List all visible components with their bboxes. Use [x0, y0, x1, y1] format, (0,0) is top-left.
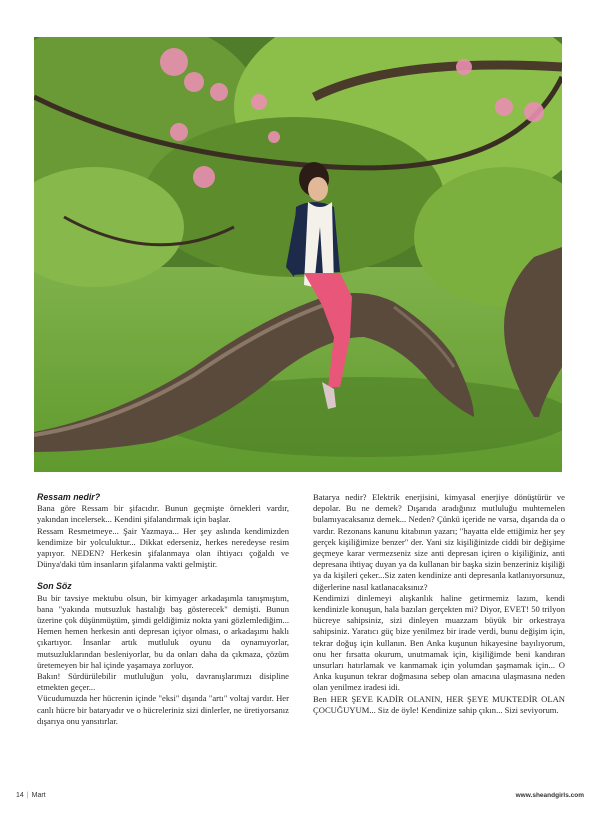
right-column: [313, 492, 565, 716]
page-number: 14: [16, 792, 24, 799]
left-column: [37, 492, 289, 727]
article-photo: [34, 37, 562, 472]
paragraph: Bana göre Ressam bir şifacıdır. Bunun geçmişte örnekleri vardır, yakından incelersek... Kendini şifalandırmak için başlar.: [37, 503, 289, 525]
issue-month: Mart: [31, 792, 46, 799]
paragraph: Ressam Resmetmeye... Şair Yazmaya... Her şey aslında kendimizden kendimize bir yolculuktur... Dikkat ederseniz, herkes neredeyse resim yapıyor. NEDEN? Herkesin şifalanmaya olan ihtiyacı çoğaldı ve Dünya'daki tüm insanların şifalanma vakti gelmiştir.: [37, 525, 289, 570]
paragraph: Kendimizi dinlemeyi alışkanlık haline getirmemiz lazım, kendi kendinizle konuşun, hala bazıları gerçekten mi? Diyor, EVET! 50 trilyon hücreye sahipsiniz, sizi dinleyen muazzam büyük bir orkestraya sahipsiniz. Yaratıcı güç bize yenilmez bir irade verdi, bunu değişim için, tekrar doğuş için kullanın. Ben Anka kuşunun hikayesine bayılıyorum, onu her fırsatta okurum, unutmamak için, kişiliğimde beni kandıran unsurları hatırlamak ve kanmamak için yolumdan şaşmamak için... O Anka kuşunun tekrar doğmasına sebep olan amacına ulaşmasına neden olan yenilmez iradesi idi.: [313, 592, 565, 693]
paragraph: Vücudumuzda her hücrenin içinde "eksi" dışında "artı" voltaj vardır. Her canlı hücre bir bataryadır ve o hücreleriniz sizi dinlerler, ne üretiyorsanız dışarıya onu yansıtırlar.: [37, 693, 289, 726]
paragraph: Ben HER ŞEYE KADİR OLANIN, HER ŞEYE MUKTEDİR OLAN ÇOCUĞUYUM... Siz de öyle! Kendinize sahip çıkın... Sizi seviyorum.: [313, 693, 565, 715]
paragraph: Bu bir tavsiye mektubu olsun, bir kimyager arkadaşımla tanışmıştım, bana "yakında mutsuzluk hastalığı baş gösterecek" demişti. Bunun üzerine çok düşünmüştüm, şimdi geldiğimiz nokta yani gözlemlediğim... Hemen hemen herkesin anti depresan içiyor olması, o arkadaşımı haklı çıkartıyor. İnsanlar artık mutluluk oyunu da oynamıyorlar, mutsuzluklarından besleniyorlar, bu da onları daha da çıkmaza, çözüm üretemeyen bir hal içinde yaşamaya zorluyor.: [37, 592, 289, 670]
section-heading-son-soz: Son Söz: [37, 581, 72, 592]
section-heading-ressam: Ressam nedir?: [37, 492, 101, 502]
paragraph: Bakın! Sürdürülebilir mutluluğun yolu, davranışlarımızı disipline etmekten geçer...: [37, 671, 289, 693]
page-footer-left: [16, 792, 46, 799]
photo-woman-sitting-on-tree: [34, 37, 562, 472]
website-link[interactable]: www.sheandgirls.com: [515, 792, 584, 799]
footer-separator: |: [26, 792, 29, 799]
paragraph: Batarya nedir? Elektrik enerjisini, kimyasal enerjiye dönüştürür ve depolar. Bu ne demek? Dışarıda aradığınız mutluluğu muhtemelen bulamıyacaksanız demek... Neden? Çünkü içeride ne varsa, dışarıda da o vardır. Rezonans kanunu kitabının yazarı; "hayatta elde ettiğimiz her şey gerçek kişiliğimize benzer" der. Yani siz kişiliğinizde ciddi bir değişime geçmeye karar vermezseniz size anti depresan içiren o kişiliğiniz, anti depresana ihtiyaç duyan ya da kullanan bir başka sizin benzeriniz kişiliği ya da kişileri çeker...Siz zaten kendinize anti depresanla katlanıyorsunuz, diğerlerine nasıl katlanacaksınız?: [313, 492, 565, 592]
